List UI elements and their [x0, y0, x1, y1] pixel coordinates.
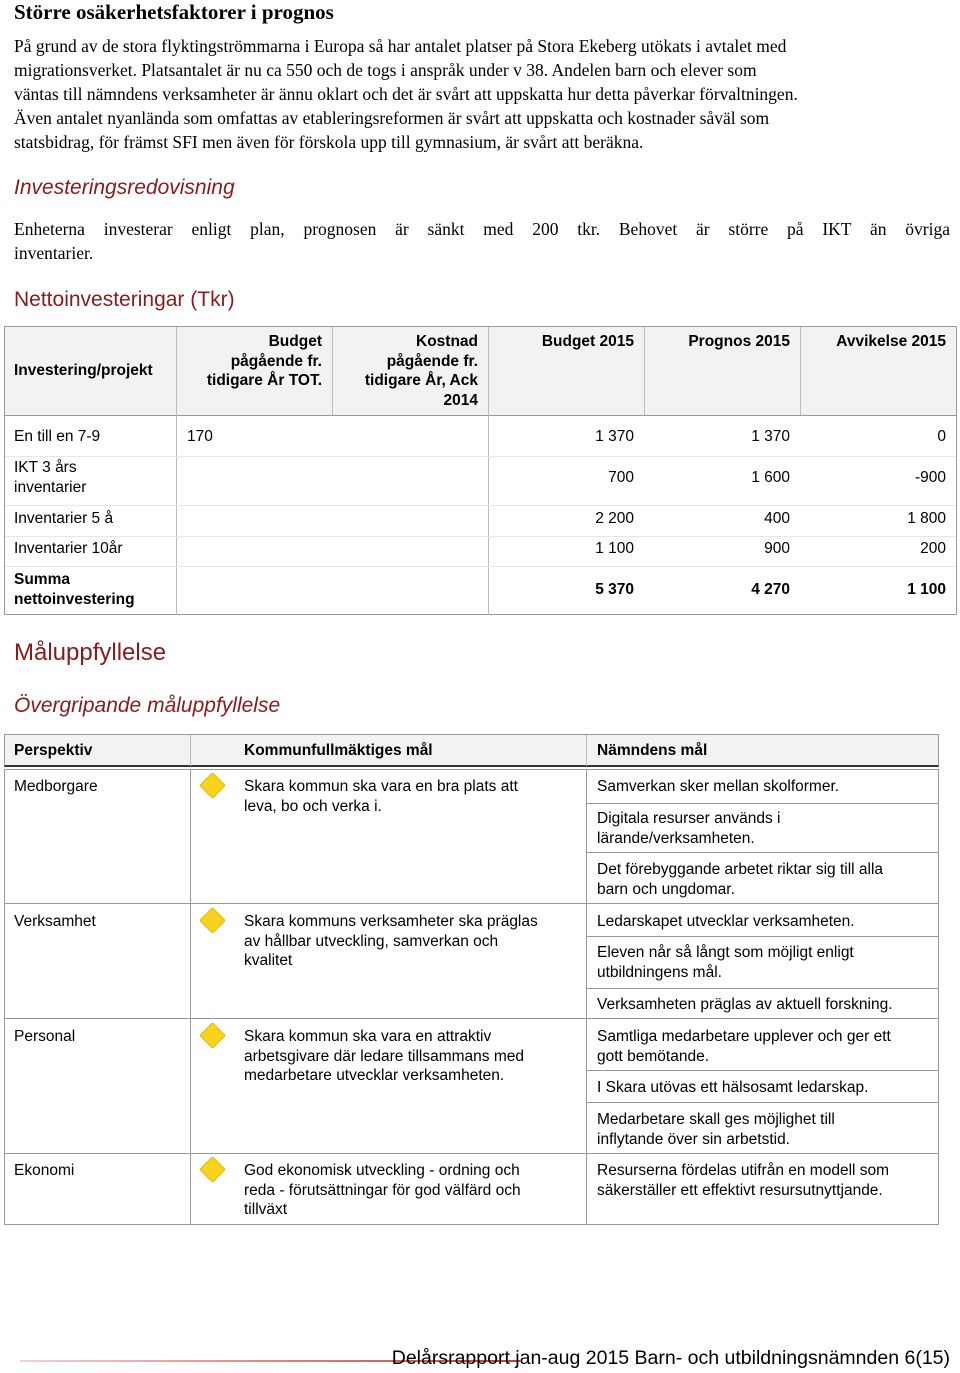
- investering-heading: Investeringsredovisning: [14, 176, 235, 199]
- col-header-budget-ongoing: Budget pågående fr. tidigare År TOT.: [206, 333, 322, 389]
- col-header-namndens-mal: Nämndens mål: [597, 742, 708, 759]
- col-header-perspektiv: Perspektiv: [14, 742, 93, 759]
- col-header-project: Investering/projekt: [14, 362, 153, 379]
- col-header-prognos-2015: Prognos 2015: [688, 333, 790, 350]
- overgripande-heading: Övergripande måluppfyllelse: [14, 694, 281, 717]
- page-footer: Delårsrapport jan-aug 2015 Barn- och utbildningsnämnden 6(15): [391, 1347, 950, 1369]
- uncertainty-paragraph: På grund av de stora flyktingströmmarna i Europa så har antalet platser på Stora Ekeberg utökats i avtalet med migrationsverket. Platsantalet är nu ca 550 och de togs i anspråk under v 38. Andelen barn och elever som väntas till nämndens verksamheter är ännu oklart och det är svårt att uppskatta hur detta påverkar förvaltningen. Även antalet nyanlända som omfattas av etableringsreformen är svårt att uppskatta och kostnader såväl som statsbidrag, för främst SFI men även för förskola upp till gymnasium, är svårt att beräkna.: [14, 36, 798, 152]
- col-header-avvikelse-2015: Avvikelse 2015: [836, 333, 946, 350]
- col-header-budget-2015: Budget 2015: [541, 333, 634, 350]
- col-header-cost-ongoing: Kostnad pågående fr. tidigare År, Ack 2014: [364, 333, 478, 409]
- col-header-kf-mal: Kommunfullmäktiges mål: [244, 742, 433, 759]
- investering-paragraph: Enheterna investerar enligt plan, prognosen är sänkt med 200 tkr. Behovet är större på IKT än övriga inventarier.: [14, 219, 950, 263]
- maluppfyllelse-heading: Måluppfyllelse: [14, 639, 167, 666]
- netto-heading: Nettoinvesteringar (Tkr): [14, 288, 235, 311]
- section-title: Större osäkerhetsfaktorer i prognos: [14, 0, 334, 24]
